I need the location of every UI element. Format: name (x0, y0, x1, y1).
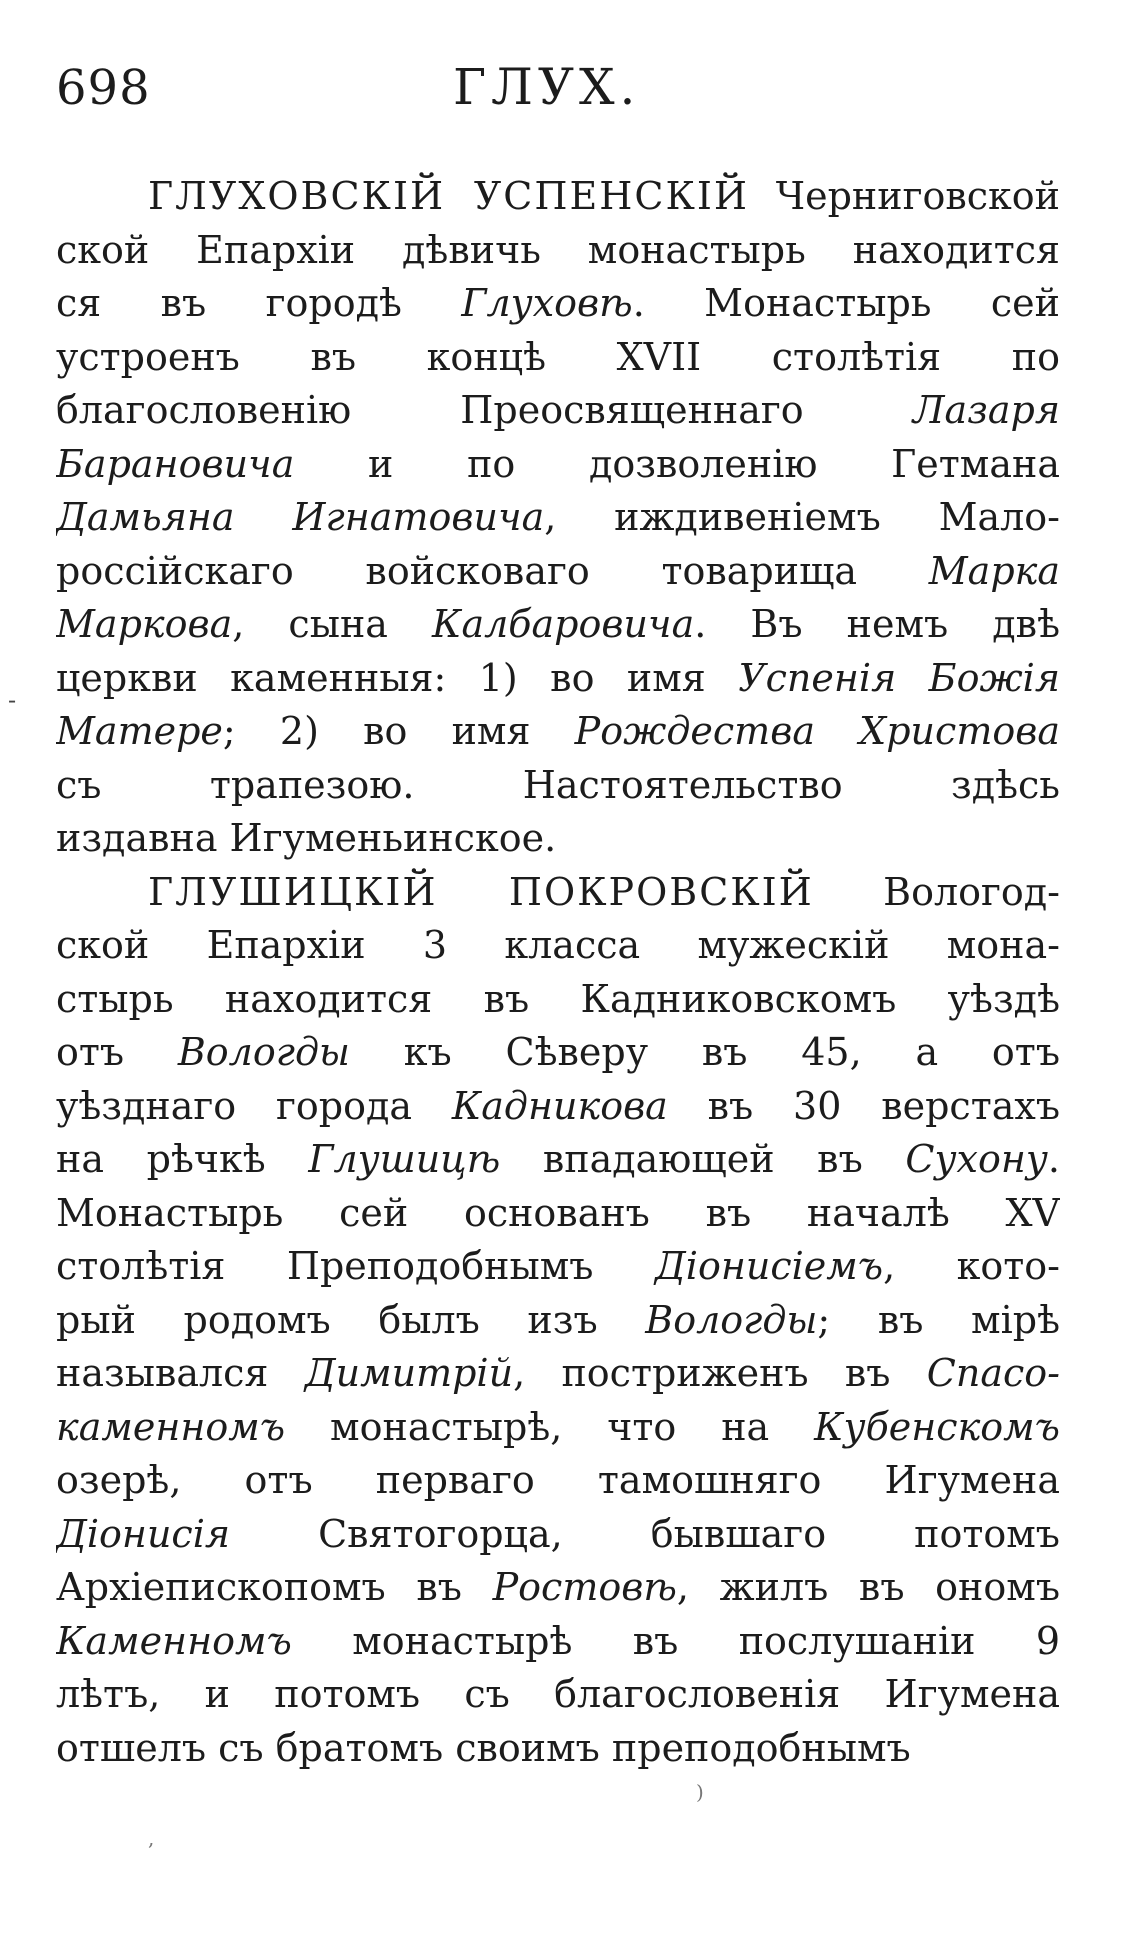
proper-name: Кубенскомъ (814, 1404, 1060, 1449)
proper-name: Калбаровича (432, 602, 695, 646)
text-line (56, 652, 1060, 706)
text-run: ся въ городѣ (56, 281, 462, 325)
text-run: къ Сѣверу въ 45, а отъ (350, 1030, 1060, 1074)
proper-name: Кадникова (451, 1083, 668, 1128)
text-run: стырь находится въ Кадниковскомъ уѣздѣ (56, 976, 1060, 1021)
text-run: устроенъ въ концѣ XVII столѣтія по (56, 334, 1060, 379)
text-line (56, 1615, 1060, 1669)
entry-heading: ГЛУХОВСКІЙ УСПЕНСКІЙ (148, 174, 750, 218)
text-run: Черниговской (749, 174, 1060, 218)
text-line (56, 1401, 1060, 1455)
text-line (56, 1080, 1060, 1134)
proper-name: Діонисія (56, 1511, 231, 1556)
proper-name: Маркова (56, 602, 233, 646)
text-run: въ 30 верстахъ (667, 1083, 1060, 1128)
text-line (56, 812, 1060, 866)
text-run: впадающей въ (500, 1137, 906, 1181)
paper-speck: , (148, 1826, 155, 1850)
text-run: россійскаго войсковаго товарища (56, 548, 929, 593)
proper-name: Глуховѣ (461, 281, 633, 325)
text-line (56, 705, 1060, 759)
paper-speck: ) (696, 1780, 704, 1804)
text-line (56, 438, 1060, 492)
text-run: издавна Игуменьинское. (56, 816, 557, 860)
text-run: , кото- (883, 1244, 1060, 1288)
proper-name: Діонисіемъ (654, 1244, 884, 1288)
text-line (56, 1026, 1060, 1080)
text-line (56, 1561, 1060, 1615)
text-line (56, 759, 1060, 813)
text-line (56, 1240, 1060, 1294)
proper-name: каменномъ (56, 1404, 286, 1449)
text-line (56, 1508, 1060, 1562)
text-line (56, 384, 1060, 438)
proper-name: Успенія Божія (738, 655, 1060, 700)
text-run: отъ (56, 1030, 178, 1074)
page-number: 698 (56, 60, 151, 116)
proper-name: Лазаря (912, 388, 1060, 432)
proper-name: Глушицѣ (308, 1137, 501, 1181)
text-run: благословенію Преосвященнаго (56, 388, 913, 432)
entry-paragraph (56, 170, 1060, 866)
proper-name: Ростовѣ (492, 1565, 677, 1609)
text-run: Святогорца, бывшаго потомъ (230, 1511, 1060, 1556)
text-run: Монастырь сей основанъ въ началѣ XV (56, 1190, 1060, 1235)
text-run: ; въ мірѣ (817, 1297, 1060, 1342)
text-run: монастырѣ, что на (285, 1404, 815, 1449)
text-run: рый родомъ былъ изъ (56, 1297, 646, 1342)
text-run: , иждивеніемъ Мало- (544, 495, 1060, 539)
proper-name: Марка (928, 548, 1060, 593)
proper-name: Вологды (177, 1030, 350, 1074)
proper-name: Вологды (645, 1297, 818, 1342)
text-run: монастырѣ въ послушаніи 9 (291, 1618, 1060, 1663)
text-run: отшелъ съ братомъ своимъ преподобнымъ (56, 1725, 911, 1770)
proper-name: Рождества Христова (574, 709, 1060, 753)
text-run: Вологод- (813, 869, 1060, 914)
text-run: , постриженъ въ (513, 1351, 927, 1395)
text-run: ской Епархіи дѣвичь монастырь находится (56, 227, 1060, 272)
proper-name: Димитрій (304, 1351, 514, 1395)
text-line (56, 1294, 1060, 1348)
text-line (56, 1347, 1060, 1401)
text-line (56, 598, 1060, 652)
text-line (56, 545, 1060, 599)
text-run: уѣзднаго города (56, 1083, 452, 1128)
entry-heading: ГЛУШИЦКІЙ ПОКРОВСКІЙ (148, 869, 814, 914)
text-run: , жилъ въ ономъ (676, 1565, 1060, 1609)
text-line (56, 1133, 1060, 1187)
proper-name: Спасо- (926, 1351, 1060, 1395)
proper-name: Дамьяна Игнатовича (56, 495, 545, 539)
text-run: церкви каменныя: 1) во имя (56, 655, 739, 700)
body-text (56, 170, 1060, 1775)
text-run: съ трапезою. Настоятельство здѣсь (56, 762, 1060, 807)
text-run: ской Епархіи 3 класса мужескій мона- (56, 923, 1060, 967)
text-line (56, 1722, 1060, 1776)
text-line (56, 919, 1060, 973)
text-run: Архіепископомъ въ (56, 1565, 493, 1609)
entry-paragraph (56, 866, 1060, 1776)
text-run: озерѣ, отъ перваго тамошняго Игумена (56, 1458, 1060, 1502)
text-run: на рѣчкѣ (56, 1137, 309, 1181)
proper-name: Сухону (905, 1137, 1048, 1181)
text-line (56, 170, 1060, 224)
text-run: назывался (56, 1351, 305, 1395)
text-line (56, 277, 1060, 331)
proper-name: Матере (56, 709, 223, 753)
text-run: столѣтія Преподобнымъ (56, 1244, 655, 1288)
text-line (56, 491, 1060, 545)
text-line (56, 1668, 1060, 1722)
margin-mark: - (8, 686, 17, 714)
text-run: . Монастырь сей (632, 281, 1060, 325)
text-line (56, 1454, 1060, 1508)
text-run: . Въ немъ двѣ (694, 602, 1060, 646)
text-line (56, 973, 1060, 1027)
text-run: , сына (232, 602, 433, 646)
text-line (56, 1187, 1060, 1241)
text-run: . (1047, 1137, 1060, 1181)
proper-name: Каменномъ (56, 1618, 292, 1663)
text-line (56, 866, 1060, 920)
text-run: лѣтъ, и потомъ съ благословенія Игумена (56, 1672, 1060, 1716)
text-run: и по дозволенію Гетмана (294, 441, 1060, 486)
text-line (56, 224, 1060, 278)
proper-name: Барановича (56, 441, 295, 486)
running-head: ГЛУХ. (453, 58, 641, 116)
text-line (56, 331, 1060, 385)
text-run: ; 2) во имя (222, 709, 575, 753)
